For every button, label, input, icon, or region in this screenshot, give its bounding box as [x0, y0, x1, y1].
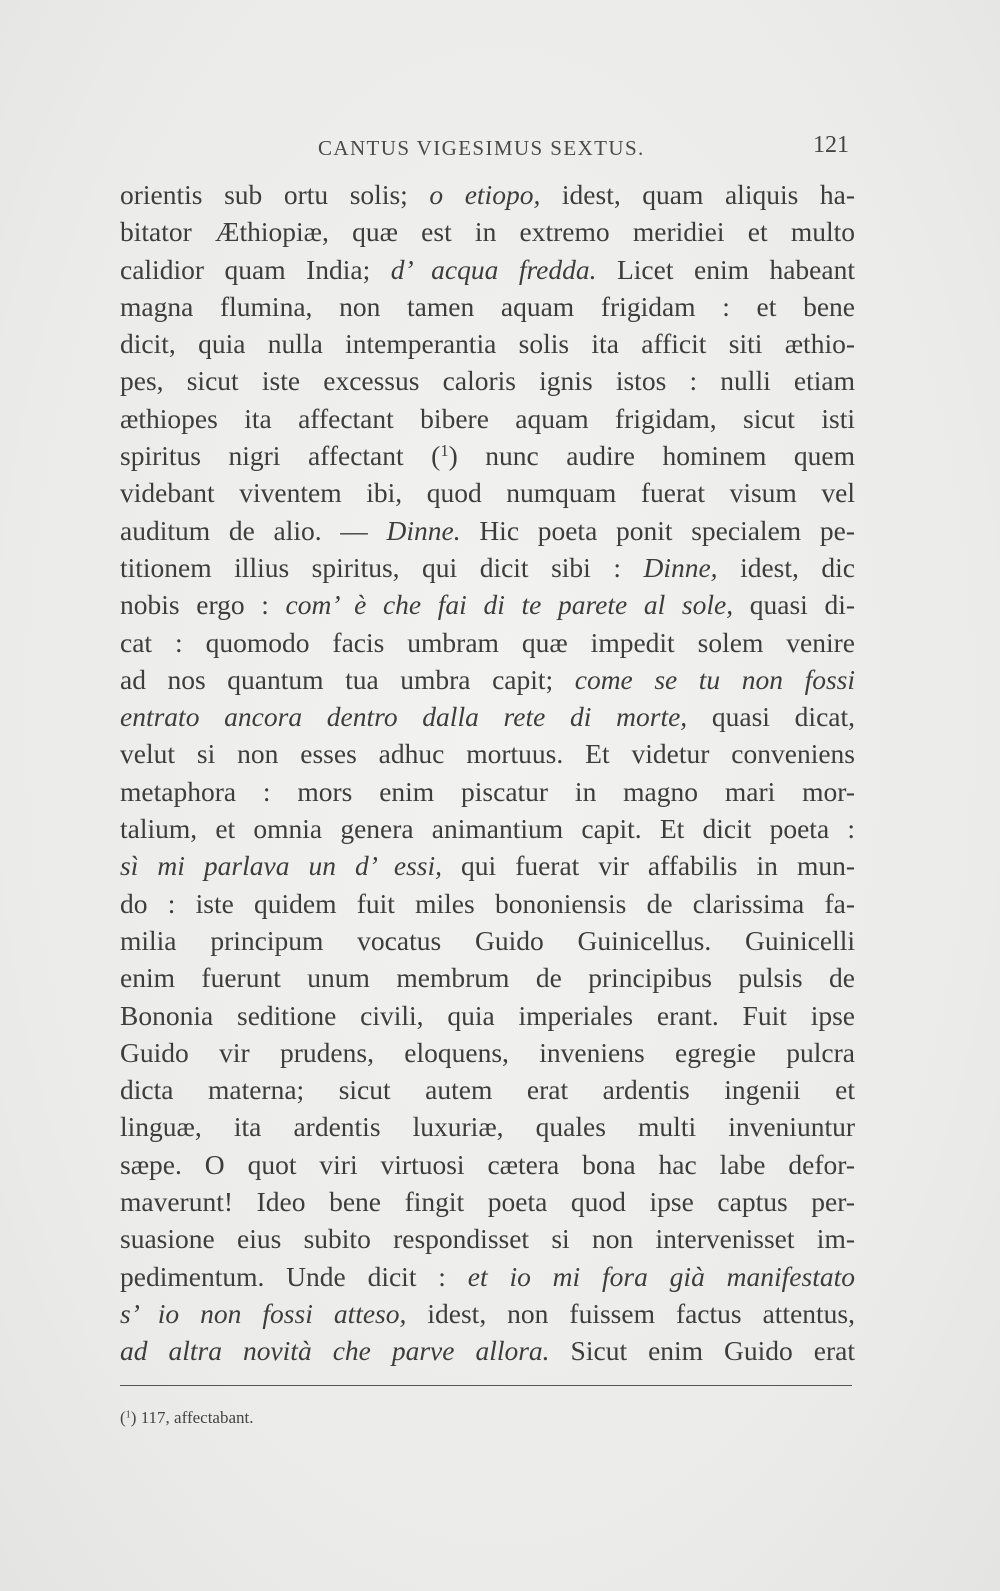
- text-segment: orientis sub ortu solis;: [120, 179, 430, 210]
- text-line: [120, 251, 855, 288]
- text-line: [120, 512, 855, 549]
- page-header: [120, 132, 855, 166]
- text-line: [120, 1071, 855, 1108]
- text-segment: Sicut enim Guido erat: [549, 1335, 855, 1367]
- text-line: [120, 437, 855, 474]
- page-number: 121: [813, 132, 849, 158]
- footnote-rule: [120, 1385, 852, 1386]
- body-text: [120, 176, 855, 1370]
- text-line: [120, 997, 855, 1034]
- text-segment: linguæ, ita ardentis luxuriæ, quales multi inveniuntur: [120, 1111, 855, 1143]
- text-segment: Licet enim habeant: [596, 253, 855, 285]
- text-segment: titionem illius spiritus, qui dicit sibi :: [120, 551, 644, 583]
- italic-segment: d’ acqua fredda.: [390, 253, 597, 285]
- text-segment: talium, et omnia genera animantium capit. Et dicit poeta :: [120, 813, 855, 845]
- italic-segment: s’ io non fossi atteso,: [120, 1297, 407, 1329]
- text-segment: bitator Æthiopiæ, quæ est in extremo meridiei et multo: [120, 216, 855, 248]
- text-line: [120, 213, 855, 250]
- text-line: [120, 624, 855, 661]
- text-line: [120, 661, 855, 698]
- text-line: [120, 474, 855, 511]
- running-title: CANTUS VIGESIMUS SEXTUS.: [318, 136, 645, 160]
- text-line: [120, 959, 855, 996]
- italic-segment: o etiopo,: [429, 179, 541, 210]
- text-segment: spiritus nigri affectant (: [120, 440, 441, 472]
- text-segment: quasi di-: [733, 589, 855, 621]
- text-segment: sæpe. O quot viri virtuosi cætera bona hac labe defor-: [120, 1148, 855, 1180]
- text-segment: idest, non fuissem factus attentus,: [406, 1297, 855, 1329]
- text-segment: ad nos quantum tua umbra capit;: [120, 663, 575, 695]
- text-line: [120, 1220, 855, 1257]
- italic-segment: entrato ancora dentro dalla rete di morte,: [120, 701, 688, 733]
- text-line: [120, 1183, 855, 1220]
- text-segment: calidior quam India;: [120, 253, 391, 285]
- text-segment: milia principum vocatus Guido Guinicellus. Guinicelli: [120, 924, 855, 956]
- text-segment: Bononia seditione civili, quia imperiales erant. Fuit ipse: [120, 999, 855, 1031]
- text-line: [120, 922, 855, 959]
- text-segment: metaphora : mors enim piscatur in magno mari mor-: [120, 775, 855, 807]
- italic-segment: et io mi fora già manifestato: [467, 1260, 855, 1292]
- text-line: [120, 1108, 855, 1145]
- text-segment: idest, dic: [717, 551, 855, 583]
- text-segment: cat : quomodo facis umbram quæ impedit solem venire: [120, 626, 855, 658]
- text-segment: dicit, quia nulla intemperantia solis ita afficit siti æthio-: [120, 328, 855, 360]
- text-line: [120, 773, 855, 810]
- footnote-ref: 1: [440, 441, 449, 461]
- text-line: [120, 847, 855, 884]
- footnote-text: 117, affectabant.: [136, 1408, 254, 1427]
- text-line: [120, 735, 855, 772]
- text-segment: magna flumina, non tamen aquam frigidam : et bene: [120, 290, 855, 322]
- text-line: [120, 1295, 855, 1332]
- text-segment: dicta materna; sicut autem erat ardentis ingenii et: [120, 1074, 855, 1106]
- text-line: [120, 698, 855, 735]
- text-line: [120, 586, 855, 623]
- italic-segment: com’ è che fai di te parete al sole,: [285, 589, 734, 621]
- text-line: [120, 362, 855, 399]
- italic-segment: come se tu non fossi: [574, 663, 856, 695]
- text-line: [120, 549, 855, 586]
- text-segment: pes, sicut iste excessus caloris ignis istos : nulli etiam: [120, 365, 855, 397]
- text-line: [120, 1258, 855, 1295]
- text-segment: suasione eius subito respondisset si non intervenisset im-: [120, 1223, 855, 1255]
- text-segment: Hic poeta ponit specialem pe-: [460, 514, 855, 546]
- text-segment: Guido vir prudens, eloquens, inveniens egregie pulcra: [120, 1036, 855, 1068]
- text-segment: idest, quam aliquis ha-: [540, 179, 855, 210]
- text-line: [120, 810, 855, 847]
- text-line: [120, 400, 855, 437]
- italic-segment: Dinne,: [643, 551, 718, 583]
- text-line: [120, 1146, 855, 1183]
- text-line: [120, 176, 855, 213]
- text-segment: qui fuerat vir affabilis in mun-: [442, 850, 855, 882]
- text-segment: ) nunc audire hominem quem: [448, 440, 855, 472]
- footnote: ($^1$) 117, affectabant.: [120, 1408, 254, 1427]
- text-line: [120, 1332, 855, 1369]
- text-segment: auditum de alio. —: [120, 514, 387, 546]
- text-line: [120, 288, 855, 325]
- text-segment: videbant viventem ibi, quod numquam fuerat visum vel: [120, 477, 855, 509]
- text-segment: æthiopes ita affectant bibere aquam frigidam, sicut isti: [120, 402, 855, 434]
- text-segment: maverunt! Ideo bene fingit poeta quod ipse captus per-: [120, 1186, 855, 1218]
- text-segment: do : iste quidem fuit miles bononiensis de clarissima fa-: [120, 887, 855, 919]
- italic-segment: Dinne.: [386, 514, 461, 546]
- italic-segment: sì mi parlava un d’ essi,: [120, 850, 442, 882]
- text-segment: pedimentum. Unde dicit :: [120, 1260, 468, 1292]
- text-segment: enim fuerunt unum membrum de principibus pulsis de: [120, 962, 855, 994]
- footnote-marker: 1: [125, 1409, 131, 1421]
- text-segment: quasi dicat,: [687, 701, 855, 733]
- text-line: [120, 885, 855, 922]
- text-line: [120, 325, 855, 362]
- text-segment: velut si non esses adhuc mortuus. Et videtur conveniens: [120, 738, 855, 770]
- text-line: [120, 1034, 855, 1071]
- text-segment: nobis ergo :: [120, 589, 286, 621]
- italic-segment: ad altra novità che parve allora.: [120, 1335, 550, 1367]
